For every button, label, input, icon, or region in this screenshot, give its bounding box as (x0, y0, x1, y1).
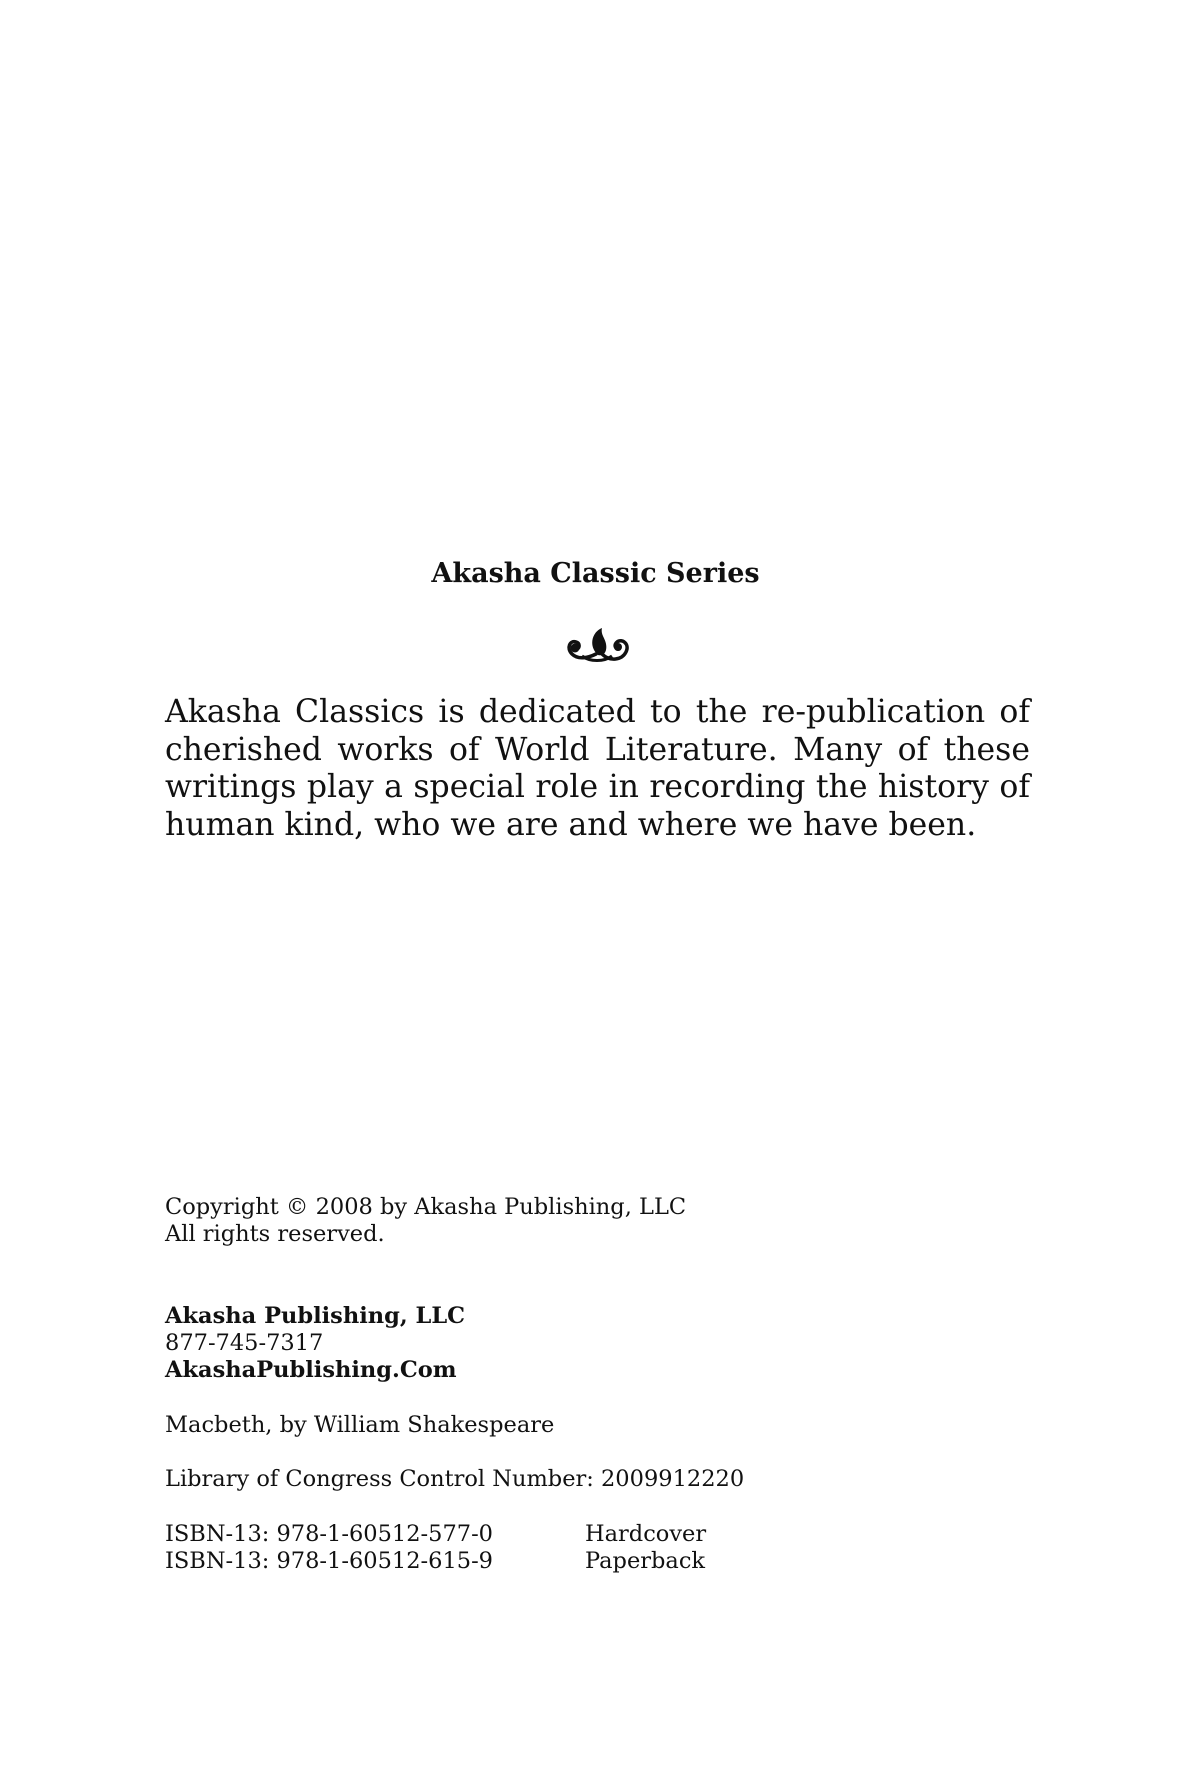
copyright-block (165, 1194, 1065, 1248)
series-title: Akasha Classic Series (431, 558, 760, 589)
isbn-row-hardcover (165, 1521, 1065, 1548)
isbn-block (165, 1521, 1065, 1575)
isbn-number: ISBN-13: 978-1-60512-577-0 (165, 1521, 493, 1547)
fleuron-icon (558, 624, 634, 666)
publisher-phone: 877-745-7317 (165, 1330, 324, 1356)
isbn-row-paperback (165, 1548, 1065, 1575)
isbn-format: Paperback (585, 1548, 706, 1574)
publisher-website: AkashaPublishing.Com (165, 1357, 457, 1383)
book-title: Macbeth, by William Shakespeare (165, 1412, 555, 1438)
copyright-line: Copyright © 2008 by Akasha Publishing, LLC (165, 1194, 687, 1220)
intro-paragraph: Akasha Classics is dedicated to the re-publication of cherished works of World Literature. Many of these writings play a special role in recording the history of human kind, who we are and where we have been. (165, 694, 1030, 843)
publisher-name: Akasha Publishing, LLC (165, 1303, 466, 1329)
rights-reserved: All rights reserved. (165, 1221, 385, 1247)
publisher-block (165, 1303, 1065, 1384)
isbn-format: Hardcover (585, 1521, 707, 1547)
isbn-number: ISBN-13: 978-1-60512-615-9 (165, 1548, 493, 1574)
lccn: Library of Congress Control Number: 2009912220 (165, 1466, 745, 1492)
